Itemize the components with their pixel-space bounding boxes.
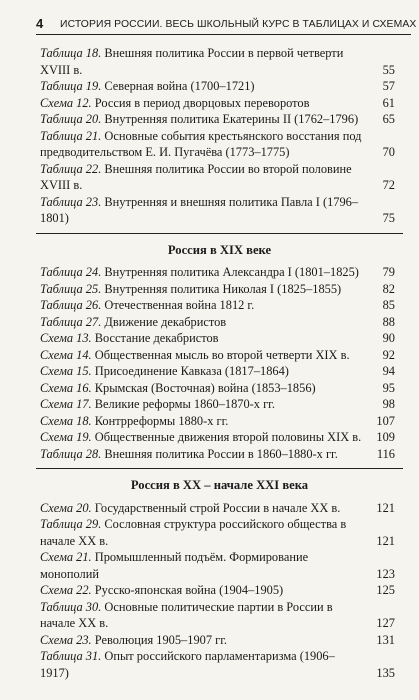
toc-entry-label: Таблица 25. (40, 281, 102, 296)
toc-entry-title (40, 549, 371, 582)
toc-entry (40, 549, 395, 582)
toc-entry-text: Отечественная война 1812 г. (101, 298, 255, 312)
toc-entry-title (40, 330, 371, 347)
toc-entry (40, 78, 395, 95)
toc-entry-title (40, 95, 371, 112)
toc-entry-page: 72 (382, 178, 395, 192)
toc-entry-label: Таблица 27. (40, 314, 102, 329)
toc-entry-text: Контрреформы 1880-х гг. (91, 413, 229, 428)
toc-entry-text: Великие реформы 1860–1870-х гг. (91, 397, 275, 411)
toc-entry-title (40, 78, 371, 95)
toc-entry-label: Таблица 22. (40, 161, 102, 176)
toc-entry-page: 82 (382, 281, 395, 296)
toc-entry-label: Таблица 18. (40, 46, 102, 60)
toc-entry (40, 516, 395, 549)
toc-entry-page: 57 (382, 79, 395, 93)
toc-entry-label: Таблица 20. (40, 112, 102, 126)
toc-entry-page: 92 (382, 347, 395, 362)
table-of-contents (40, 45, 395, 681)
toc-entry-text: Русско-японская война (1904–1905) (91, 583, 284, 597)
toc-entry-label: Таблица 24. (40, 265, 102, 279)
toc-entry-page: 79 (382, 265, 395, 279)
toc-entry-text: Внешняя политика России в первой четверти XVIII в. (40, 46, 344, 77)
toc-entry-text: Внутренняя политика Николая I (1825–1855) (101, 281, 342, 296)
toc-entry-text: Внутренняя и внешняя политика Павла I (1796–1801) (40, 194, 359, 225)
toc-entry-page: 95 (382, 380, 395, 395)
toc-entry-page: 127 (376, 616, 395, 630)
toc-entry-text: Внешняя политика России в 1860–1880-х гг. (101, 446, 338, 461)
toc-entry-page: 90 (382, 331, 395, 345)
toc-entry-text: Крымская (Восточная) война (1853–1856) (91, 380, 316, 395)
toc-entry-text: Общественная мысль во второй четверти XIX в. (91, 347, 350, 362)
toc-entry-title (40, 194, 371, 227)
toc-entry-text: Государственный строй России в начале XX в. (91, 500, 341, 515)
toc-entry (40, 648, 395, 681)
section-heading: Россия в XIX веке (36, 233, 403, 265)
toc-entry (40, 363, 395, 380)
toc-entry (40, 264, 395, 281)
toc-entry-page: 98 (382, 397, 395, 411)
toc-entry-page: 107 (376, 413, 395, 428)
toc-entry-text: Северная война (1700–1721) (101, 79, 255, 93)
toc-entry-page: 88 (382, 314, 395, 329)
toc-entry-page: 121 (376, 533, 395, 548)
toc-entry-text: Опыт российского парламентаризма (1906–1917) (40, 649, 335, 680)
toc-entry-page: 109 (376, 430, 395, 444)
toc-entry-label: Таблица 21. (40, 128, 102, 143)
toc-entry-page: 123 (376, 566, 395, 581)
toc-entry-label: Схема 21. (40, 550, 92, 564)
toc-entry (40, 396, 395, 413)
toc-entry-label: Таблица 19. (40, 79, 102, 93)
page-number: 4 (36, 16, 44, 31)
toc-entry-text: Внешняя политика России во второй половине XVIII в. (40, 161, 352, 192)
toc-entry-page: 131 (376, 632, 395, 647)
toc-entry-title (40, 516, 371, 549)
toc-entry-title (40, 314, 371, 331)
toc-entry-page: 116 (376, 446, 395, 461)
toc-entry (40, 95, 395, 112)
toc-entry-label: Таблица 31. (40, 649, 102, 663)
toc-entry-text: Промышленный подъём. Формирование монополий (40, 550, 309, 581)
toc-entry-text: Движение декабристов (101, 314, 227, 329)
toc-entry-label: Схема 13. (40, 331, 92, 345)
toc-entry (40, 161, 395, 194)
section-heading: Россия в XX – начале XXI века (36, 468, 403, 500)
toc-entry (40, 446, 395, 463)
toc-entry-page: 125 (376, 583, 395, 597)
toc-entry-title (40, 128, 371, 161)
toc-entry-text: Основные события крестьянского восстания под предводительством Е. И. Пугачёва (1773–1775) (40, 128, 362, 159)
toc-entry-text: Присоединение Кавказа (1817–1864) (91, 364, 289, 378)
toc-entry (40, 582, 395, 599)
toc-entry-text: Восстание декабристов (91, 331, 219, 345)
toc-entry (40, 111, 395, 128)
toc-entry-title (40, 45, 371, 78)
toc-entry-title (40, 648, 371, 681)
toc-entry-page: 85 (382, 298, 395, 312)
toc-entry-label: Схема 23. (40, 632, 92, 647)
toc-entry (40, 314, 395, 331)
toc-entry-label: Схема 20. (40, 500, 92, 515)
toc-entry (40, 347, 395, 364)
toc-entry-page: 121 (376, 500, 395, 515)
toc-entry-text: Внутренняя политика Александра I (1801–1825) (101, 265, 359, 279)
toc-entry-label: Таблица 28. (40, 446, 102, 461)
toc-entry (40, 500, 395, 517)
toc-entry (40, 429, 395, 446)
toc-entry-page: 61 (382, 95, 395, 110)
toc-entry-text: Общественные движения второй половины XIX в. (91, 430, 362, 444)
toc-entry-label: Схема 15. (40, 364, 92, 378)
toc-entry (40, 128, 395, 161)
toc-entry-title (40, 632, 371, 649)
toc-entry-title (40, 281, 371, 298)
toc-entry-page: 135 (376, 665, 395, 680)
toc-entry-label: Схема 12. (40, 95, 92, 110)
toc-entry-text: Россия в период дворцовых переворотов (91, 95, 310, 110)
toc-entry (40, 330, 395, 347)
toc-entry (40, 297, 395, 314)
toc-entry-title (40, 347, 371, 364)
running-title: ИСТОРИЯ РОССИИ. ВЕСЬ ШКОЛЬНЫЙ КУРС В ТАБЛИЦАХ И СХЕМАХ (60, 19, 417, 30)
toc-entry-label: Схема 19. (40, 430, 92, 444)
toc-entry-label: Таблица 23. (40, 194, 102, 209)
toc-entry-title (40, 413, 371, 430)
toc-entry (40, 413, 395, 430)
toc-entry-page: 65 (382, 112, 395, 126)
toc-entry-label: Таблица 29. (40, 517, 102, 531)
toc-entry-text: Основные политические партии в России в начале XX в. (40, 599, 333, 630)
toc-entry-page: 94 (382, 364, 395, 378)
toc-entry (40, 632, 395, 649)
toc-entry (40, 194, 395, 227)
toc-entry-title (40, 161, 371, 194)
toc-entry-title (40, 396, 371, 413)
toc-entry-text: Революция 1905–1907 гг. (91, 632, 227, 647)
toc-entry-label: Схема 22. (40, 583, 92, 597)
toc-entry (40, 599, 395, 632)
toc-entry-text: Внутренняя политика Екатерины II (1762–1796) (101, 112, 359, 126)
toc-entry-title (40, 500, 371, 517)
toc-entry-title (40, 599, 371, 632)
running-header (36, 0, 417, 35)
toc-entry-label: Схема 16. (40, 380, 92, 395)
toc-entry-title (40, 363, 371, 380)
toc-entry-title (40, 380, 371, 397)
toc-entry-label: Таблица 26. (40, 298, 102, 312)
toc-entry-page: 75 (382, 211, 395, 225)
toc-entry-title (40, 264, 371, 281)
toc-entry-label: Таблица 30. (40, 599, 102, 614)
toc-entry-title (40, 446, 371, 463)
toc-entry-text: Сословная структура российского общества в начале XX в. (40, 517, 347, 548)
toc-entry (40, 380, 395, 397)
toc-entry (40, 281, 395, 298)
toc-entry (40, 45, 395, 78)
toc-entry-title (40, 582, 371, 599)
toc-entry-page: 55 (382, 62, 395, 77)
toc-entry-label: Схема 17. (40, 397, 92, 411)
toc-entry-page: 70 (382, 145, 395, 159)
toc-entry-title (40, 111, 371, 128)
toc-entry-title (40, 429, 371, 446)
toc-entry-title (40, 297, 371, 314)
toc-entry-label: Схема 18. (40, 413, 92, 428)
toc-entry-label: Схема 14. (40, 347, 92, 362)
